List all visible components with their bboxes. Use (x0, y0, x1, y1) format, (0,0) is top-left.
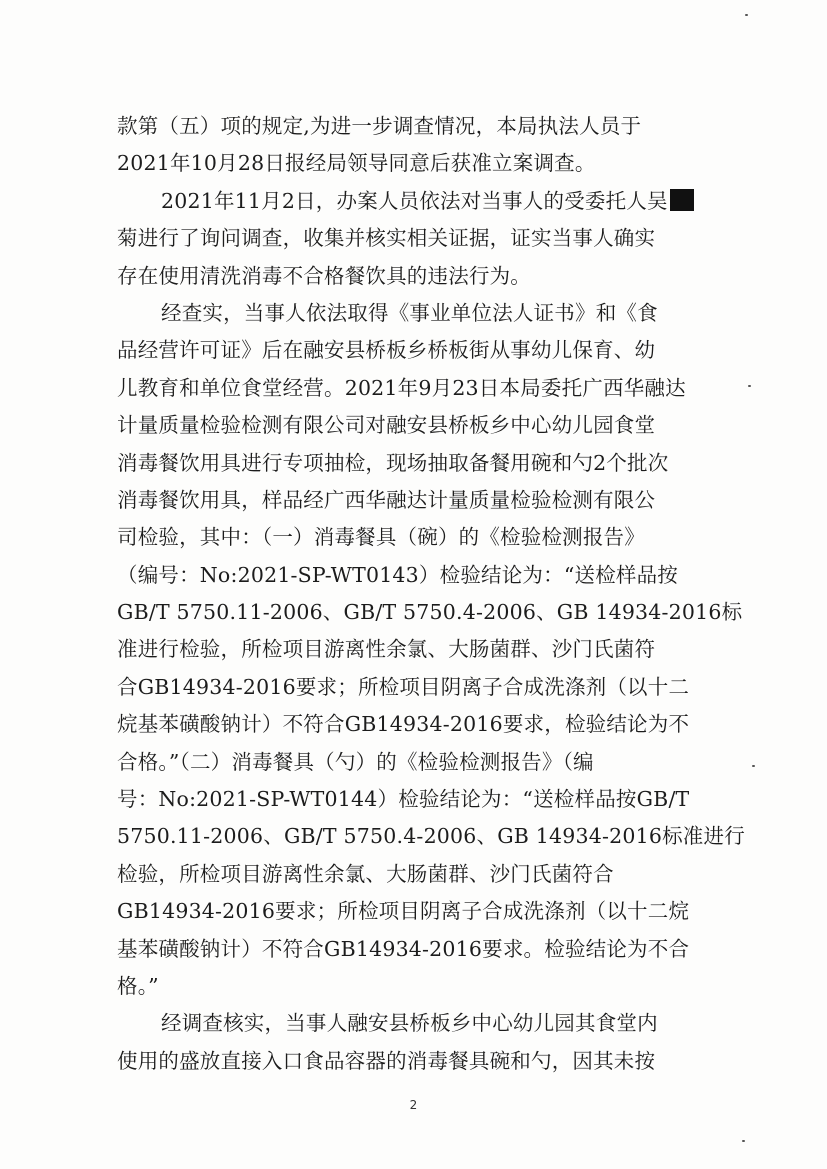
text-line: 合格。”（二）消毒餐具（勺）的《检验检测报告》（编 (117, 749, 594, 774)
text-line: 消毒餐饮用具进行专项抽检，现场抽取备餐用碗和勺2个批次 (117, 450, 669, 475)
text-line: 合GB14934-2016要求；所检项目阴离子合成洗涤剂（以十二 (117, 674, 690, 699)
text-line: 司检验，其中：（一）消毒餐具（碗）的《检验检测报告》 (117, 525, 645, 550)
text-line: 使用的盛放直接入口食品容器的消毒餐具碗和勺，因其未按 (117, 1048, 656, 1073)
text-line: 消毒餐饮用具，样品经广西华融达计量质量检验检测有限公 (117, 487, 656, 512)
paragraph-start-line: 经查实，当事人依法取得《事业单位法人证书》和《食 (161, 300, 658, 325)
text-line: 款第（五）项的规定,为进一步调查情况，本局执法人员于 (117, 114, 642, 138)
text-line: 菊进行了询问调查，收集并核实相关证据，证实当事人确实 (117, 226, 656, 251)
scan-speck (745, 14, 748, 16)
redaction-block (670, 189, 694, 211)
paragraph-start-line (117, 183, 707, 220)
paragraph-start-line: 经调查核实，当事人融安县桥板乡中心幼儿园其食堂内 (161, 1011, 658, 1036)
text-line: GB/T 5750.11-2006、GB/T 5750.4-2006、GB 14934-2016标 (117, 600, 743, 625)
scan-speck (752, 765, 755, 767)
text-line: 准进行检验，所检项目游离性余氯、大肠菌群、沙门氏菌符 (117, 637, 656, 662)
text-line: 计量质量检验检测有限公司对融安县桥板乡中心幼儿园食堂 (117, 413, 656, 438)
text-line: 2021年11月2日，办案人员依法对当事人的受委托人吴 (161, 188, 668, 213)
text-line: 烷基苯磺酸钠计）不符合GB14934-2016要求，检验结论为不 (117, 712, 690, 737)
text-line: 格。” (117, 973, 159, 998)
text-line: 存在使用清洗消毒不合格餐饮具的违法行为。 (117, 263, 531, 288)
scan-speck (748, 385, 751, 387)
page-number: 2 (409, 1098, 418, 1112)
text-line: 检验，所检项目游离性余氯、大肠菌群、沙门氏菌符合 (117, 861, 614, 886)
scan-speck (742, 1140, 745, 1142)
text-line: 号：No:2021-SP-WT0144）检验结论为：“送检样品按GB/T (117, 787, 690, 812)
text-line: 儿教育和单位食堂经营。2021年9月23日本局委托广西华融达 (117, 375, 686, 400)
text-line: （编号：No:2021-SP-WT0143）检验结论为：“送检样品按 (117, 562, 678, 587)
text-line: 5750.11-2006、GB/T 5750.4-2006、GB 14934-2016标准进行 (117, 824, 745, 849)
text-line: GB14934-2016要求；所检项目阴离子合成洗涤剂（以十二烷 (117, 899, 690, 924)
text-line: 品经营许可证》后在融安县桥板乡桥板街从事幼儿保育、幼 (117, 338, 656, 363)
document-body (117, 108, 745, 1080)
text-line: 基苯磺酸钠计）不符合GB14934-2016要求。检验结论为不合 (117, 936, 690, 961)
text-line: 2021年10月28日报经局领导同意后获准立案调查。 (117, 151, 596, 176)
